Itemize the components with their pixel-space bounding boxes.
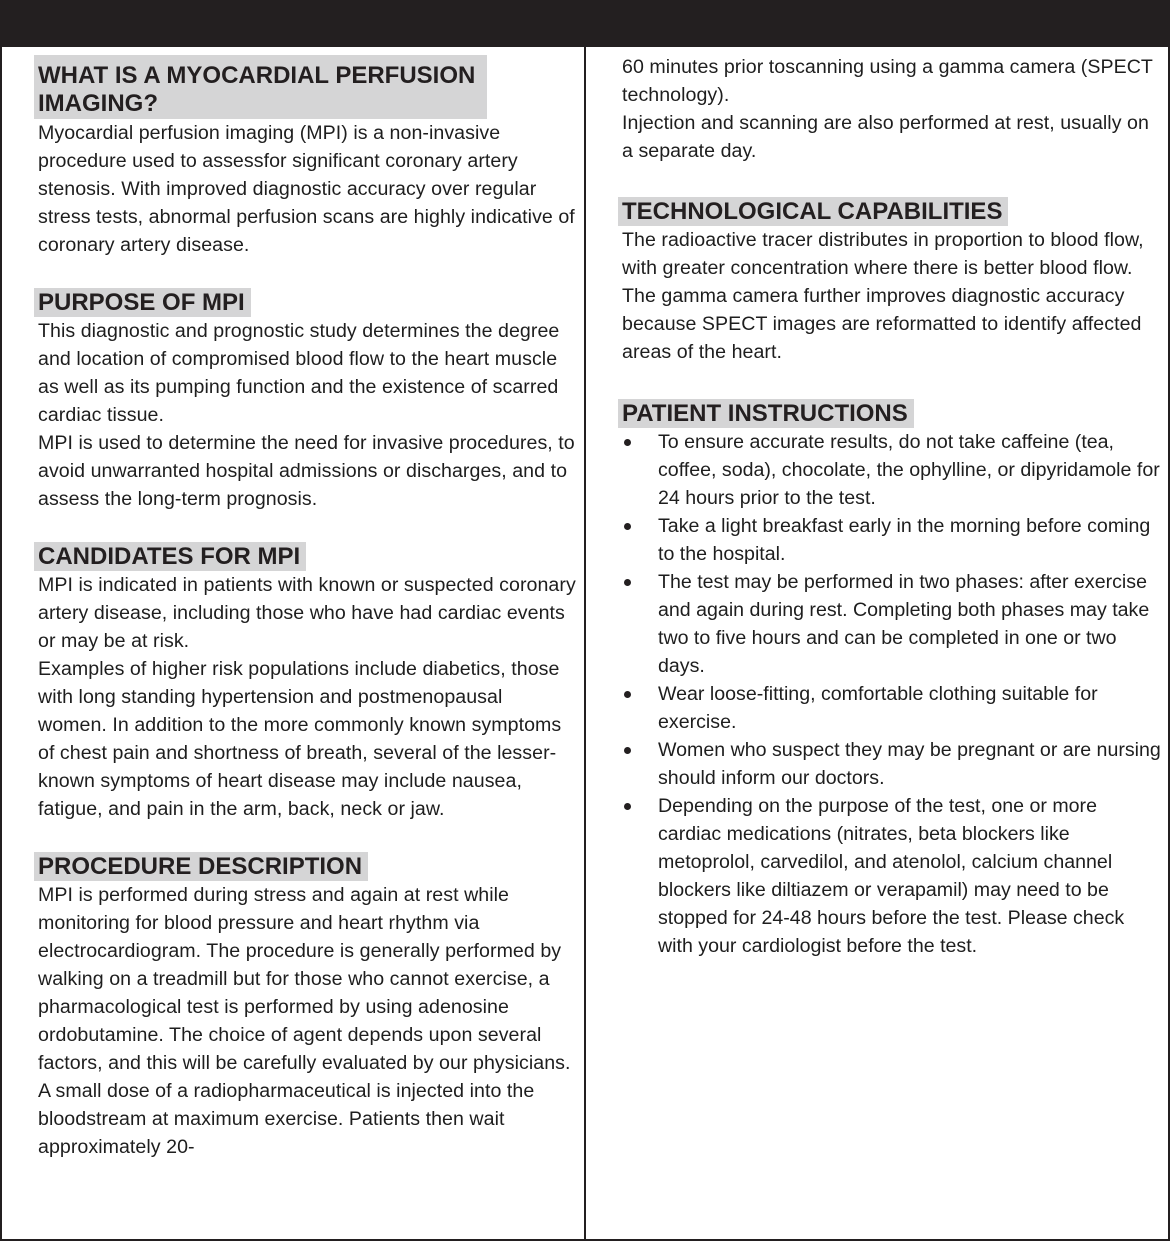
- purpose-text-2: MPI is used to determine the need for invasive procedures, to avoid unwarranted hospital admissions or discharges, and to assess the long-term prognosis.: [38, 432, 575, 510]
- list-item: The test may be performed in two phases: after exercise and again during rest. Completing both phases may take two to five hours and can be completed in one or two days.: [622, 568, 1162, 680]
- procedure-text: MPI is performed during stress and again at rest while monitoring for blood pressure and heart rhythm via electrocardiogram. The procedure is generally performed by walking on a treadmill but for those who cannot exercise, a pharmacological test is performed by using adenosine ordobutamine. The choice of agent depends upon several factors, and this will be carefully evaluated by our physicians. A small dose of a radiopharmaceutical is injected into the bloodstream at maximum exercise. Patients then wait approximately 20-: [38, 884, 571, 1158]
- bullet-icon: [624, 579, 631, 586]
- bullet-icon: [624, 523, 631, 530]
- what-is-mpi-text: Myocardial perfusion imaging (MPI) is a non-invasive procedure used to assessfor significant coronary artery stenosis. With improved diagnostic accuracy over regular stress tests, abnormal perfusion scans are highly indicative of coronary artery disease.: [38, 122, 575, 256]
- list-item: Depending on the purpose of the test, one or more cardiac medications (nitrates, beta blockers like metoprolol, carvedilol, and atenolol, calcium channel blockers like diltiazem or verapamil) may need to be stopped for 24-48 hours before the test. Please check with your cardiologist before the test.: [622, 792, 1162, 960]
- left-column: [38, 47, 576, 1161]
- list-item: Wear loose-fitting, comfortable clothing suitable for exercise.: [622, 680, 1162, 736]
- candidates-text-2: Examples of higher risk populations include diabetics, those with long standing hypertension and postmenopausal women. In addition to the more commonly known symptoms of chest pain and shortness of breath, several of the lesser-known symptoms of heart disease may include nausea, fatigue, and pain in the arm, back, neck or jaw.: [38, 658, 562, 820]
- procedure-continued-text-1: 60 minutes prior toscanning using a gamma camera (SPECT technology).: [622, 56, 1153, 106]
- bullet-icon: [624, 803, 631, 810]
- instructions-list: [622, 428, 1162, 960]
- heading-technological: TECHNOLOGICAL CAPABILITIES: [618, 197, 1008, 226]
- top-banner: [0, 0, 1170, 47]
- candidates-text-1: MPI is indicated in patients with known or suspected coronary artery disease, including those who have had cardiac events or may be at risk.: [38, 574, 576, 652]
- right-column: [622, 47, 1162, 960]
- bullet-icon: [624, 747, 631, 754]
- list-item: To ensure accurate results, do not take caffeine (tea, coffee, soda), chocolate, the ophylline, or dipyridamole for 24 hours prior to the test.: [622, 428, 1162, 512]
- bullet-icon: [624, 691, 631, 698]
- heading-patient-instructions: PATIENT INSTRUCTIONS: [618, 399, 914, 428]
- list-item: Women who suspect they may be pregnant or are nursing should inform our doctors.: [622, 736, 1162, 792]
- procedure-continued-text-2: Injection and scanning are also performed at rest, usually on a separate day.: [622, 112, 1149, 162]
- bullet-icon: [624, 439, 631, 446]
- technological-text: The radioactive tracer distributes in proportion to blood flow, with greater concentration where there is better blood flow. The gamma camera further improves diagnostic accuracy because SPECT images are reformatted to identify affected areas of the heart.: [622, 229, 1144, 363]
- purpose-text-1: This diagnostic and prognostic study determines the degree and location of compromised blood flow to the heart muscle as well as its pumping function and the existence of scarred cardiac tissue.: [38, 320, 560, 426]
- column-divider: [584, 47, 586, 1241]
- heading-purpose: PURPOSE OF MPI: [34, 288, 251, 317]
- heading-what-is-mpi: WHAT IS A MYOCARDIAL PERFUSION IMAGING?: [34, 55, 487, 119]
- heading-procedure: PROCEDURE DESCRIPTION: [34, 852, 368, 881]
- heading-candidates: CANDIDATES FOR MPI: [34, 542, 306, 571]
- list-item: Take a light breakfast early in the morning before coming to the hospital.: [622, 512, 1162, 568]
